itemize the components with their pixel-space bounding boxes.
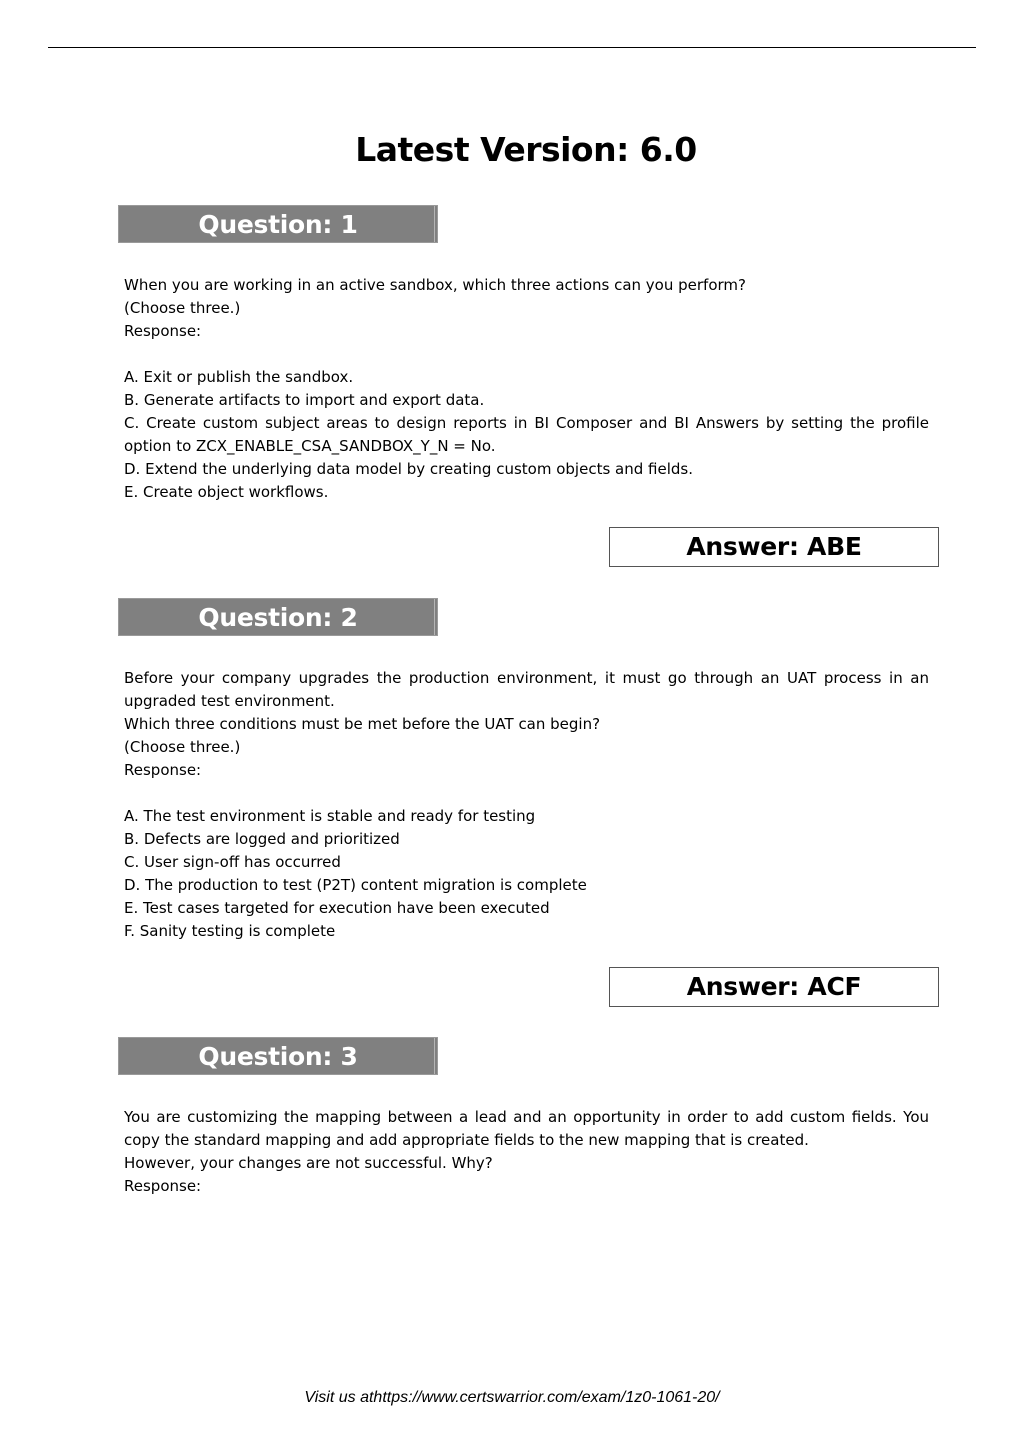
- page-title: Latest Version: 6.0: [355, 130, 697, 169]
- question-1-option-d: D. Extend the underlying data model by creating custom objects and fields.: [124, 460, 693, 478]
- question-1-answer: Answer: ABE: [609, 527, 939, 567]
- question-2-option-b: B. Defects are logged and prioritized: [124, 830, 400, 848]
- question-2-body: [124, 667, 929, 943]
- question-1-stem-line: Response:: [124, 322, 202, 340]
- question-2-option-d: D. The production to test (P2T) content migration is complete: [124, 876, 587, 894]
- question-1-option-c: C. Create custom subject areas to design reports in BI Composer and BI Answers by setting the profile option to ZCX_ENABLE_CSA_SANDBOX_Y_N = No.: [124, 414, 929, 455]
- question-1-stem-line: When you are working in an active sandbox, which three actions can you perform?: [124, 276, 746, 294]
- question-1-body: [124, 274, 929, 504]
- question-2-option-a: A. The test environment is stable and ready for testing: [124, 807, 536, 825]
- header-rule: [48, 47, 976, 48]
- question-2-option-f: F. Sanity testing is complete: [124, 922, 336, 940]
- question-3-header: Question: 3: [118, 1037, 438, 1075]
- question-2-stem-line: (Choose three.): [124, 738, 241, 756]
- question-1-option-a: A. Exit or publish the sandbox.: [124, 368, 354, 386]
- question-2-stem-line: Before your company upgrades the production environment, it must go through an UAT process in an upgraded test environment.: [124, 669, 929, 710]
- question-3-body: [124, 1106, 929, 1198]
- question-2-header: Question: 2: [118, 598, 438, 636]
- question-2-answer: Answer: ACF: [609, 967, 939, 1007]
- question-1-option-b: B. Generate artifacts to import and export data.: [124, 391, 485, 409]
- footer-link-text: Visit us athttps://www.certswarrior.com/exam/1z0-1061-20/: [304, 1389, 720, 1406]
- question-3-stem-line: However, your changes are not successful. Why?: [124, 1154, 493, 1172]
- question-1-stem-line: (Choose three.): [124, 299, 241, 317]
- question-2-option-c: C. User sign-off has occurred: [124, 853, 341, 871]
- question-2-stem-line: Which three conditions must be met before the UAT can begin?: [124, 715, 601, 733]
- question-2-stem-line: Response:: [124, 761, 202, 779]
- question-3-stem-line: Response:: [124, 1177, 202, 1195]
- question-1-header: Question: 1: [118, 205, 438, 243]
- question-1-option-e: E. Create object workflows.: [124, 483, 329, 501]
- question-3-stem-line: You are customizing the mapping between a lead and an opportunity in order to add custom fields. You copy the standard mapping and add appropriate fields to the new mapping that is created.: [124, 1108, 929, 1149]
- question-2-option-e: E. Test cases targeted for execution have been executed: [124, 899, 550, 917]
